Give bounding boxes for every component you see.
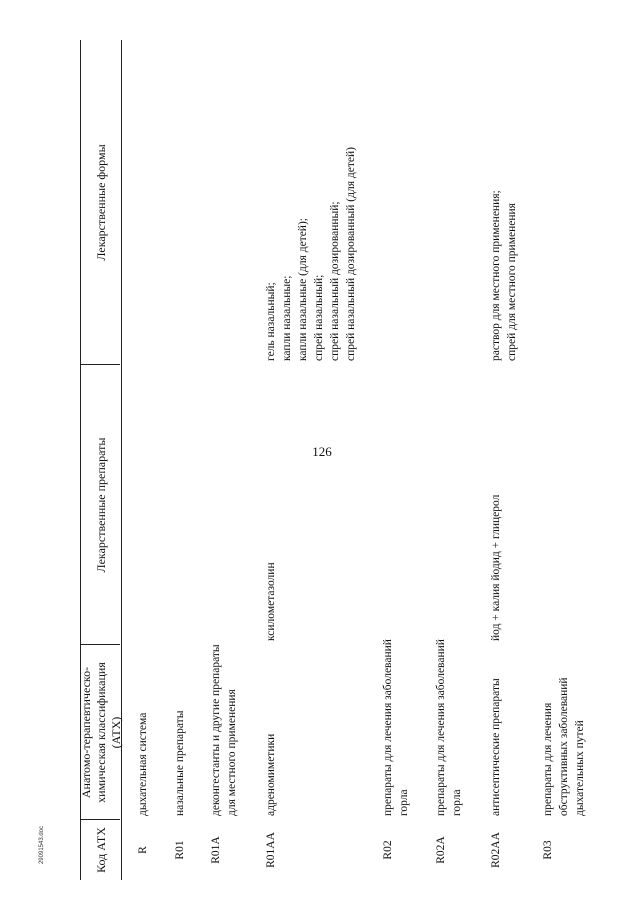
page-number: 126 xyxy=(312,444,332,459)
cell-atc-line: дыхательная система xyxy=(137,712,149,816)
cell-code: R02 xyxy=(382,840,394,860)
cell-atc xyxy=(488,645,504,820)
cell-drug xyxy=(263,365,279,645)
cell-atc-line: дыхательных путей xyxy=(574,720,586,816)
header-code: Код АТХ xyxy=(93,827,108,873)
header-forms: Лекарственные формы xyxy=(93,144,108,261)
header-atc: Анатомо-терапевтическо-химическая классификация (АТХ) xyxy=(78,662,123,803)
cell-atc-line: обструктивных заболеваний xyxy=(558,677,570,816)
document-id-text: 29091543.doc xyxy=(39,825,45,865)
cell-code: R03 xyxy=(542,840,554,860)
cell-forms-line: спрей назальный дозированный; xyxy=(329,201,341,361)
cell-drug-line: ксилометазолин xyxy=(265,562,277,641)
cell-drug xyxy=(488,365,504,645)
cell-atc xyxy=(263,645,279,820)
header-divider xyxy=(80,644,120,645)
cell-atc xyxy=(135,645,151,820)
header-divider xyxy=(80,364,120,365)
cell-code: R01 xyxy=(174,840,186,860)
cell-code: R02AA xyxy=(490,832,502,868)
cell-forms xyxy=(488,40,520,365)
cell-forms-line: спрей назальный дозированный (для детей) xyxy=(345,147,357,361)
cell-atc xyxy=(540,645,588,820)
document-id xyxy=(34,825,50,884)
cell-atc-line: препараты для лечения заболеваний xyxy=(382,639,394,816)
cell-forms-line: спрей для местного применения xyxy=(506,203,518,361)
cell-atc-line: адреномиметики xyxy=(265,733,277,816)
cell-atc-line: препараты для лечения xyxy=(542,702,554,816)
cell-atc-line: антисептические препараты xyxy=(490,678,502,816)
cell-atc-line: препараты для лечения заболеваний xyxy=(435,639,447,816)
header-divider xyxy=(80,819,120,820)
cell-atc-line: горла xyxy=(451,789,463,816)
cell-atc-line: горла xyxy=(398,789,410,816)
cell-atc xyxy=(208,645,240,820)
cell-atc xyxy=(380,639,412,820)
table-header xyxy=(80,40,122,880)
cell-atc-line: деконгестанты и другие препараты xyxy=(210,644,222,816)
header-drugs: Лекарственные препараты xyxy=(93,437,108,573)
cell-atc xyxy=(172,645,188,820)
cell-code: R xyxy=(137,846,149,854)
cell-code: R02A xyxy=(435,836,447,864)
cell-code: R01A xyxy=(210,836,222,864)
cell-atc-line: назальные препараты xyxy=(174,710,186,816)
cell-forms-line: капли назальные; xyxy=(281,275,293,361)
cell-atc xyxy=(433,639,465,820)
cell-atc-line: для местного применения xyxy=(226,689,238,816)
cell-forms-line: гель назальный; xyxy=(265,282,277,361)
cell-forms-line: раствор для местного применения; xyxy=(490,190,502,361)
cell-forms xyxy=(263,40,359,365)
cell-drug-line: йод + калия йодид + глицерол xyxy=(490,494,502,641)
cell-code: R01AA xyxy=(265,832,277,868)
cell-forms-line: спрей назальный; xyxy=(313,274,325,361)
cell-forms-line: капли назальные (для детей); xyxy=(297,218,309,361)
